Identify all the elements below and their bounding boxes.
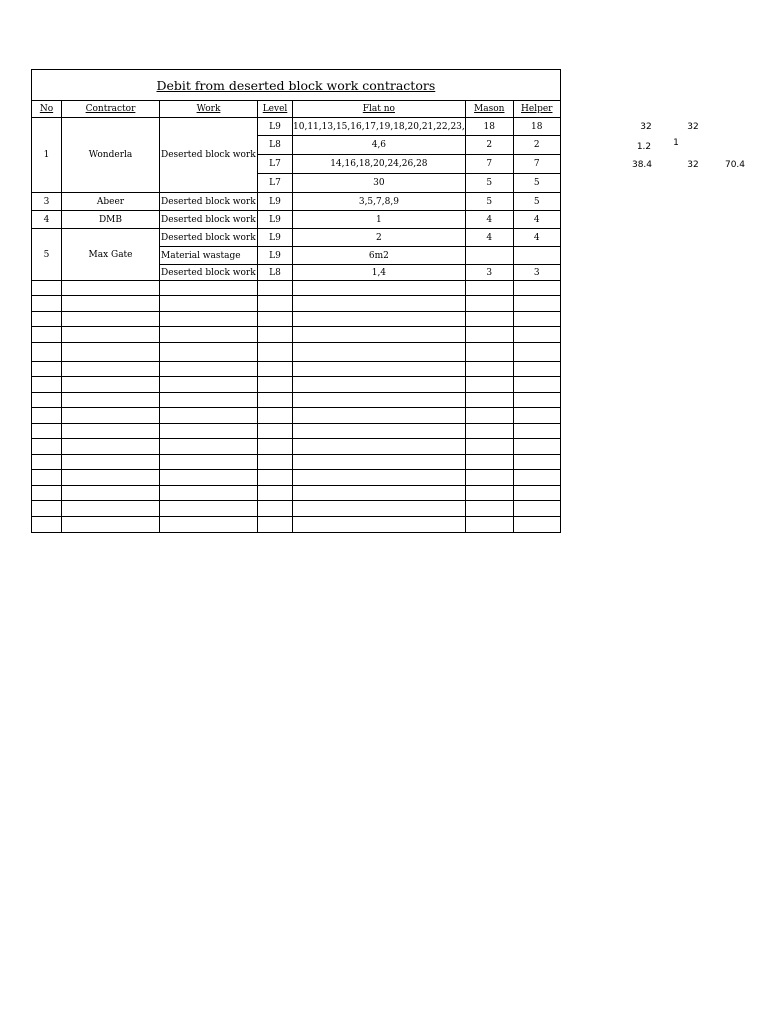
empty-cell	[513, 455, 560, 470]
empty-row	[32, 486, 561, 501]
helper-count: 4	[513, 211, 560, 229]
empty-cell	[62, 408, 160, 424]
table-title: Debit from deserted block work contractors	[32, 70, 561, 101]
empty-cell	[513, 517, 560, 533]
flat-no: 30	[293, 174, 466, 193]
header-helper: Helper	[513, 101, 560, 118]
empty-cell	[160, 327, 258, 343]
empty-cell	[293, 281, 466, 296]
empty-cell	[62, 343, 160, 362]
empty-cell	[62, 470, 160, 486]
empty-cell	[32, 501, 62, 517]
mason-count: 5	[465, 174, 513, 193]
empty-cell	[32, 408, 62, 424]
level: L9	[258, 247, 293, 265]
empty-cell	[62, 486, 160, 501]
empty-cell	[513, 281, 560, 296]
empty-cell	[32, 470, 62, 486]
side-value: 1.2	[636, 142, 652, 152]
empty-cell	[62, 393, 160, 408]
empty-cell	[160, 455, 258, 470]
flat-no: 10,11,13,15,16,17,19,18,20,21,22,23,	[293, 118, 466, 136]
empty-cell	[258, 424, 293, 439]
table-row	[32, 193, 561, 211]
empty-cell	[258, 517, 293, 533]
flat-no: 4,6	[293, 136, 466, 155]
work-type: Deserted block work	[160, 229, 258, 247]
empty-cell	[465, 343, 513, 362]
empty-row	[32, 327, 561, 343]
empty-cell	[160, 439, 258, 455]
side-value: 38.4	[631, 160, 653, 170]
flat-no: 2	[293, 229, 466, 247]
header-mason: Mason	[465, 101, 513, 118]
empty-cell	[62, 312, 160, 327]
empty-cell	[258, 501, 293, 517]
row-no: 1	[32, 118, 62, 193]
empty-cell	[513, 377, 560, 393]
empty-cell	[513, 501, 560, 517]
empty-cell	[32, 517, 62, 533]
header-level: Level	[258, 101, 293, 118]
contractor-name: Wonderla	[62, 118, 160, 193]
flat-no: 6m2	[293, 247, 466, 265]
empty-cell	[32, 343, 62, 362]
empty-cell	[258, 439, 293, 455]
empty-cell	[258, 327, 293, 343]
empty-cell	[62, 281, 160, 296]
empty-cell	[32, 327, 62, 343]
empty-cell	[258, 281, 293, 296]
mason-count: 4	[465, 229, 513, 247]
empty-cell	[32, 455, 62, 470]
empty-cell	[160, 393, 258, 408]
empty-cell	[62, 362, 160, 377]
empty-cell	[62, 327, 160, 343]
empty-cell	[160, 362, 258, 377]
helper-count: 3	[513, 265, 560, 281]
empty-cell	[465, 501, 513, 517]
level: L7	[258, 155, 293, 174]
empty-cell	[293, 343, 466, 362]
empty-cell	[513, 393, 560, 408]
empty-cell	[258, 312, 293, 327]
empty-cell	[513, 343, 560, 362]
helper-count	[513, 247, 560, 265]
level: L8	[258, 136, 293, 155]
empty-row	[32, 517, 561, 533]
contractor-name: Abeer	[62, 193, 160, 211]
empty-cell	[465, 281, 513, 296]
table-row	[32, 118, 561, 136]
table-row	[32, 229, 561, 247]
mason-count: 3	[465, 265, 513, 281]
work-type: Material wastage	[160, 247, 258, 265]
empty-cell	[160, 296, 258, 312]
header-no: No	[32, 101, 62, 118]
empty-cell	[513, 408, 560, 424]
header-flat-no: Flat no	[293, 101, 466, 118]
empty-cell	[160, 501, 258, 517]
empty-cell	[465, 377, 513, 393]
work-type: Deserted block work	[160, 118, 258, 193]
flat-no: 14,16,18,20,24,26,28	[293, 155, 466, 174]
empty-cell	[62, 377, 160, 393]
empty-cell	[160, 312, 258, 327]
empty-cell	[465, 486, 513, 501]
empty-cell	[258, 377, 293, 393]
empty-row	[32, 408, 561, 424]
title-row	[32, 70, 561, 101]
empty-cell	[293, 517, 466, 533]
empty-cell	[465, 439, 513, 455]
empty-cell	[32, 377, 62, 393]
row-no: 5	[32, 229, 62, 281]
empty-cell	[32, 281, 62, 296]
empty-row	[32, 343, 561, 362]
empty-cell	[32, 296, 62, 312]
empty-cell	[160, 470, 258, 486]
helper-count: 2	[513, 136, 560, 155]
empty-cell	[513, 312, 560, 327]
empty-row	[32, 281, 561, 296]
empty-cell	[465, 455, 513, 470]
empty-cell	[513, 470, 560, 486]
empty-row	[32, 470, 561, 486]
empty-cell	[160, 408, 258, 424]
work-type: Deserted block work	[160, 211, 258, 229]
empty-cell	[293, 296, 466, 312]
header-contractor: Contractor	[62, 101, 160, 118]
flat-no: 3,5,7,8,9	[293, 193, 466, 211]
helper-count: 5	[513, 193, 560, 211]
empty-cell	[32, 393, 62, 408]
mason-count	[465, 247, 513, 265]
side-value: 32	[687, 122, 699, 132]
empty-row	[32, 501, 561, 517]
mason-count: 18	[465, 118, 513, 136]
level: L9	[258, 229, 293, 247]
helper-count: 7	[513, 155, 560, 174]
empty-cell	[465, 312, 513, 327]
empty-cell	[293, 501, 466, 517]
empty-cell	[513, 362, 560, 377]
empty-cell	[160, 281, 258, 296]
empty-row	[32, 377, 561, 393]
empty-cell	[465, 296, 513, 312]
contractor-name: Max Gate	[62, 229, 160, 281]
empty-row	[32, 362, 561, 377]
empty-cell	[160, 517, 258, 533]
empty-cell	[258, 362, 293, 377]
empty-cell	[160, 343, 258, 362]
empty-cell	[62, 501, 160, 517]
empty-cell	[258, 470, 293, 486]
empty-cell	[465, 362, 513, 377]
empty-cell	[293, 327, 466, 343]
work-type: Deserted block work	[160, 265, 258, 281]
side-value: 32	[640, 122, 652, 132]
empty-cell	[513, 439, 560, 455]
empty-cell	[258, 408, 293, 424]
mason-count: 5	[465, 193, 513, 211]
helper-count: 5	[513, 174, 560, 193]
empty-cell	[293, 455, 466, 470]
level: L9	[258, 193, 293, 211]
empty-cell	[160, 424, 258, 439]
empty-row	[32, 424, 561, 439]
empty-cell	[293, 439, 466, 455]
empty-cell	[293, 470, 466, 486]
empty-cell	[258, 455, 293, 470]
empty-cell	[513, 296, 560, 312]
empty-cell	[32, 439, 62, 455]
empty-cell	[293, 362, 466, 377]
debit-table	[31, 69, 561, 533]
empty-cell	[258, 296, 293, 312]
level: L8	[258, 265, 293, 281]
empty-cell	[293, 377, 466, 393]
mason-count: 2	[465, 136, 513, 155]
helper-count: 18	[513, 118, 560, 136]
empty-cell	[160, 377, 258, 393]
side-value: 70.4	[724, 160, 746, 170]
empty-cell	[465, 470, 513, 486]
empty-cell	[513, 424, 560, 439]
header-work: Work	[160, 101, 258, 118]
empty-row	[32, 393, 561, 408]
side-value: 32	[687, 160, 699, 170]
empty-cell	[258, 486, 293, 501]
level: L9	[258, 211, 293, 229]
empty-cell	[258, 393, 293, 408]
empty-cell	[32, 362, 62, 377]
helper-count: 4	[513, 229, 560, 247]
empty-cell	[293, 424, 466, 439]
flat-no: 1	[293, 211, 466, 229]
level: L9	[258, 118, 293, 136]
mason-count: 7	[465, 155, 513, 174]
work-type: Deserted block work	[160, 193, 258, 211]
empty-cell	[293, 393, 466, 408]
empty-cell	[465, 424, 513, 439]
empty-cell	[32, 486, 62, 501]
empty-cell	[62, 424, 160, 439]
row-no: 3	[32, 193, 62, 211]
mason-count: 4	[465, 211, 513, 229]
empty-cell	[32, 312, 62, 327]
empty-cell	[293, 408, 466, 424]
empty-cell	[513, 486, 560, 501]
header-row	[32, 101, 561, 118]
empty-row	[32, 455, 561, 470]
empty-cell	[465, 327, 513, 343]
empty-row	[32, 439, 561, 455]
empty-cell	[258, 343, 293, 362]
empty-cell	[160, 486, 258, 501]
empty-cell	[465, 517, 513, 533]
table-row	[32, 211, 561, 229]
empty-cell	[293, 312, 466, 327]
empty-cell	[62, 439, 160, 455]
row-no: 4	[32, 211, 62, 229]
empty-cell	[62, 296, 160, 312]
flat-no: 1,4	[293, 265, 466, 281]
empty-cell	[32, 424, 62, 439]
empty-row	[32, 296, 561, 312]
empty-row	[32, 312, 561, 327]
empty-cell	[62, 517, 160, 533]
level: L7	[258, 174, 293, 193]
contractor-name: DMB	[62, 211, 160, 229]
empty-cell	[513, 327, 560, 343]
empty-cell	[62, 455, 160, 470]
side-value: 1	[673, 138, 679, 148]
empty-cell	[465, 408, 513, 424]
empty-cell	[293, 486, 466, 501]
empty-cell	[465, 393, 513, 408]
